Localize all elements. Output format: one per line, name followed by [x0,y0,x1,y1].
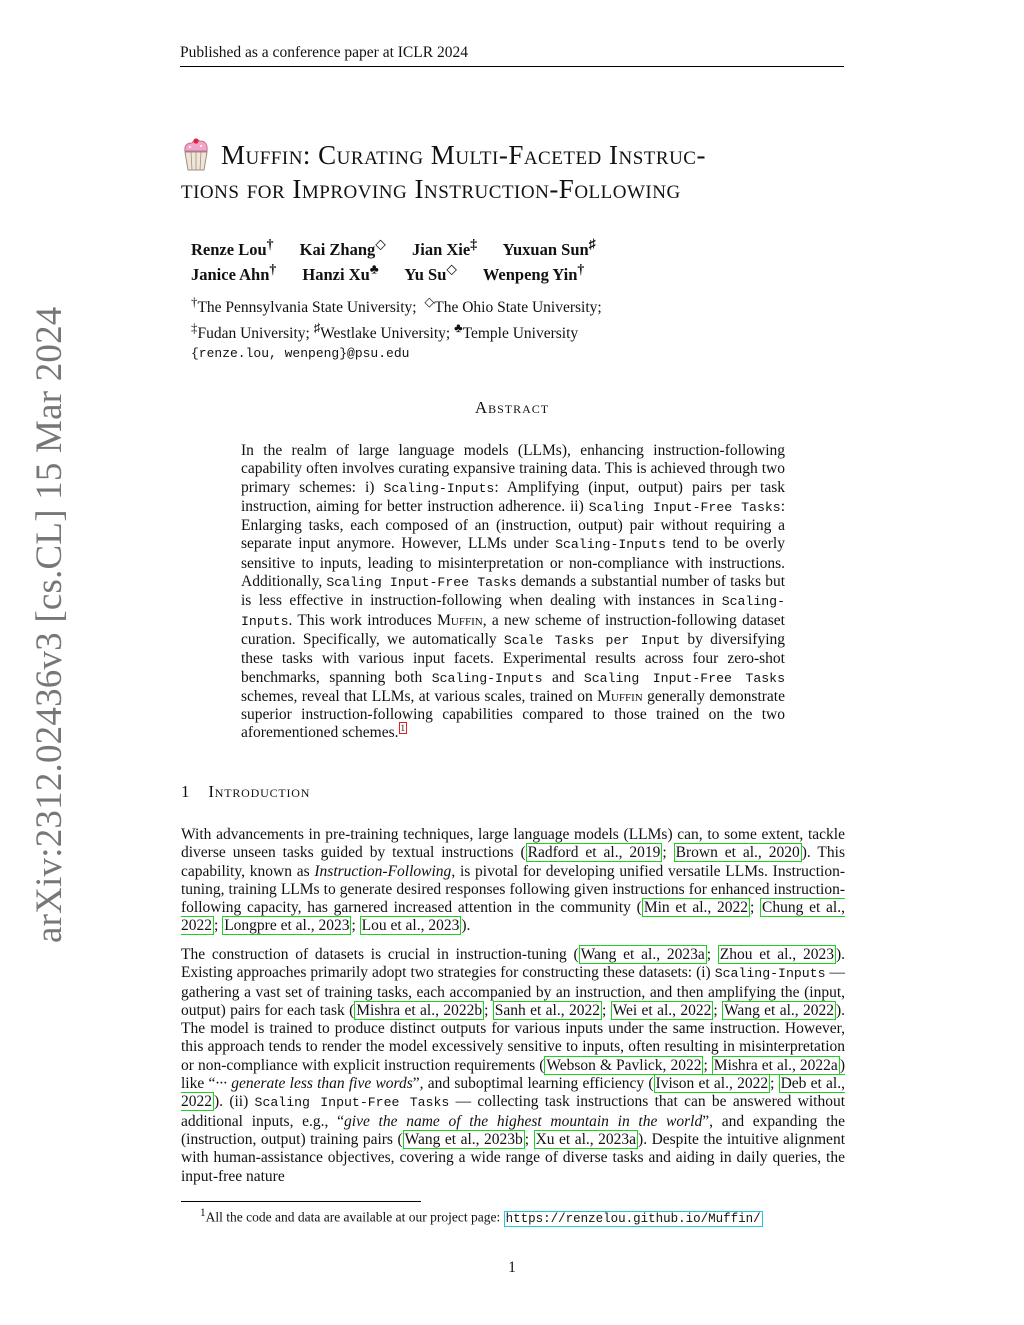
project-url-link[interactable]: https://renzelou.github.io/Muffin/ [505,1211,761,1226]
citation-link[interactable]: Chung et al., 2022 [181,899,845,935]
citation-link[interactable]: Radford et al., 2019 [527,844,661,862]
author: Jian Xie‡ [411,236,478,259]
citation-link[interactable]: Sanh et al., 2022 [494,1001,600,1019]
citation-link[interactable]: Longpre et al., 2023 [224,917,350,935]
abstract-body: In the realm of large language models (LLMs), enhancing instruction-following capability often involves curating expansive training data. This is achieved through two primary schemes: i) Scaling-Inputs: Amplifying (input, output) pairs per task instruction, aiming for better instruction adherence. ii) Scaling Input-Free Tasks: Enlarging tasks, each composed of an (instruction, output) pair without requiring a separate input anymore. However, LLMs under Scaling-Inputs tend to be overly sensitive to inputs, leading to misinterpretation or non-compliance with instructions. Additionally, Scaling Input-Free Tasks demands a substantial number of tasks but is less effective in instruction-following when dealing with instances in Scaling-Inputs. This work introduces Muffin, a new scheme of instruction-following dataset curation. Specifically, we automatically Scale Tasks per Input by diversifying these tasks with various input facets. Experimental results across four zero-shot benchmarks, spanning both Scaling-Inputs and Scaling Input-Free Tasks schemes, reveal that LLMs, at various scales, trained on Muffin generally demonstrate superior instruction-following capabilities compared to those trained on the two aforementioned schemes. $^1$ [241,442,786,742]
affiliation-line-2: ‡Fudan University; ♯Westlake University; ♣Temple University [191,320,579,343]
citation-link[interactable]: Wang et al., 2023b [404,1130,523,1148]
section-heading: 1 Introduction [181,782,311,801]
citation-link[interactable]: Mishra et al., 2022b [356,1001,483,1019]
title-line-1: Muffin: Curating Multi-Faceted Instruc- [221,140,706,170]
citation-link[interactable]: Brown et al., 2020 [675,844,800,862]
citation-link[interactable]: Wang et al., 2022 [724,1001,834,1019]
citation-link[interactable]: Wei et al., 2022 [612,1001,712,1019]
email: {renze.lou, wenpeng}@psu.edu [191,346,410,362]
author: Janice Ahn† [191,261,277,284]
running-header: Published as a conference paper at ICLR 2024 [180,44,844,67]
footnote-divider [181,1201,421,1202]
author: Renze Lou† [191,236,274,259]
affiliations [191,292,602,364]
citation-link[interactable]: Min et al., 2022 [643,899,748,917]
paper-title [181,138,861,206]
author: Yu Su◇ [404,261,457,284]
author: Hanzi Xu♣ [302,261,379,284]
footnote: $^1$All the code and data are available at our project page: https://renzelou.github.io/Muffin/ [200,1207,761,1226]
citation-link[interactable]: Mishra et al., 2022a [713,1056,838,1074]
page-number: 1 [508,1259,516,1276]
citation-link[interactable]: Webson & Pavlick, 2022 [546,1056,702,1074]
affiliation-line-1: †The Pennsylvania State University; ◇The Ohio State University; [191,294,602,317]
intro-paragraph-1: With advancements in pre-training techniques, large language models (LLMs) can, to some extent, tackle diverse unseen tasks guided by textual instructions ( Radford et al., 2019 ; Brown et al., 2020 ). This capability, known as Instruction-Following, is pivotal for developing unified versatile LLMs. Instruction-tuning, training LLMs to generate desired responses following given instructions for enhanced instruction-following capacity, has garnered increased attention in the community ( Min et al., 2022 ; Chung et al., 2022 ; Longpre et al., 2023 ; Lou et al., 2023 ). [181,826,845,935]
author-list [191,234,618,285]
citation-link[interactable]: Lou et al., 2023 [361,917,460,935]
citation-link[interactable]: Xu et al., 2023a [535,1130,637,1148]
footnote-link[interactable]: 1 [400,723,406,734]
arxiv-stamp[interactable]: arXiv:2312.02436v3 [cs.CL] 15 Mar 2024 [29,306,70,943]
author: Wenpeng Yin† [482,261,585,284]
citation-link[interactable]: Wang et al., 2023a [580,946,705,963]
citation-link[interactable]: Deb et al., 2022 [181,1075,845,1111]
intro-paragraph-2: The construction of datasets is crucial in instruction-tuning ( Wang et al., 2023a ; Zhou et al., 2023 ). Existing approaches primarily adopt two strategies for constructing these datasets: (i) Scaling-Inputs — gathering a vast set of training tasks, each accompanied by an instruction, and then amplifying the (input, output) pairs for each task ( Mishra et al., 2022b ; Sanh et al., 2022 ; Wei et al., 2022 ; Wang et al., 2022 ). The model is trained to produce distinct outputs for various inputs under the same instruction. However, this approach tends to render the model excessively sensitive to inputs, often resulting in misinterpretation or non-compliance with explicit instruction requirements ( Webson & Pavlick, 2022 ; Mishra et al., 2022a ) like “··· generate less than five words”, and suboptimal learning efficiency ( Ivison et al., 2022 ; Deb et al., 2022 ). (ii) Scaling Input-Free Tasks — collecting task instructions that can be answered without additional inputs, e.g., “give the name of the highest mountain in the world”, and expanding the (instruction, output) training pairs ( Wang et al., 2023b ; Xu et al., 2023a ). Despite the intuitive alignment with human-assistance objectives, covering a wide range of diverse tasks and aiding in daily queries, the input-free nature [181,946,846,1185]
citation-link[interactable]: Ivison et al., 2022 [655,1075,769,1093]
title-line-2: tions for Improving Instruction-Following [181,174,681,204]
abstract-heading: Abstract [474,398,550,417]
author: Kai Zhang◇ [299,236,386,259]
cupcake-icon [181,138,211,172]
author: Yuxuan Sun♯ [502,236,596,259]
citation-link[interactable]: Zhou et al., 2023 [719,946,834,963]
